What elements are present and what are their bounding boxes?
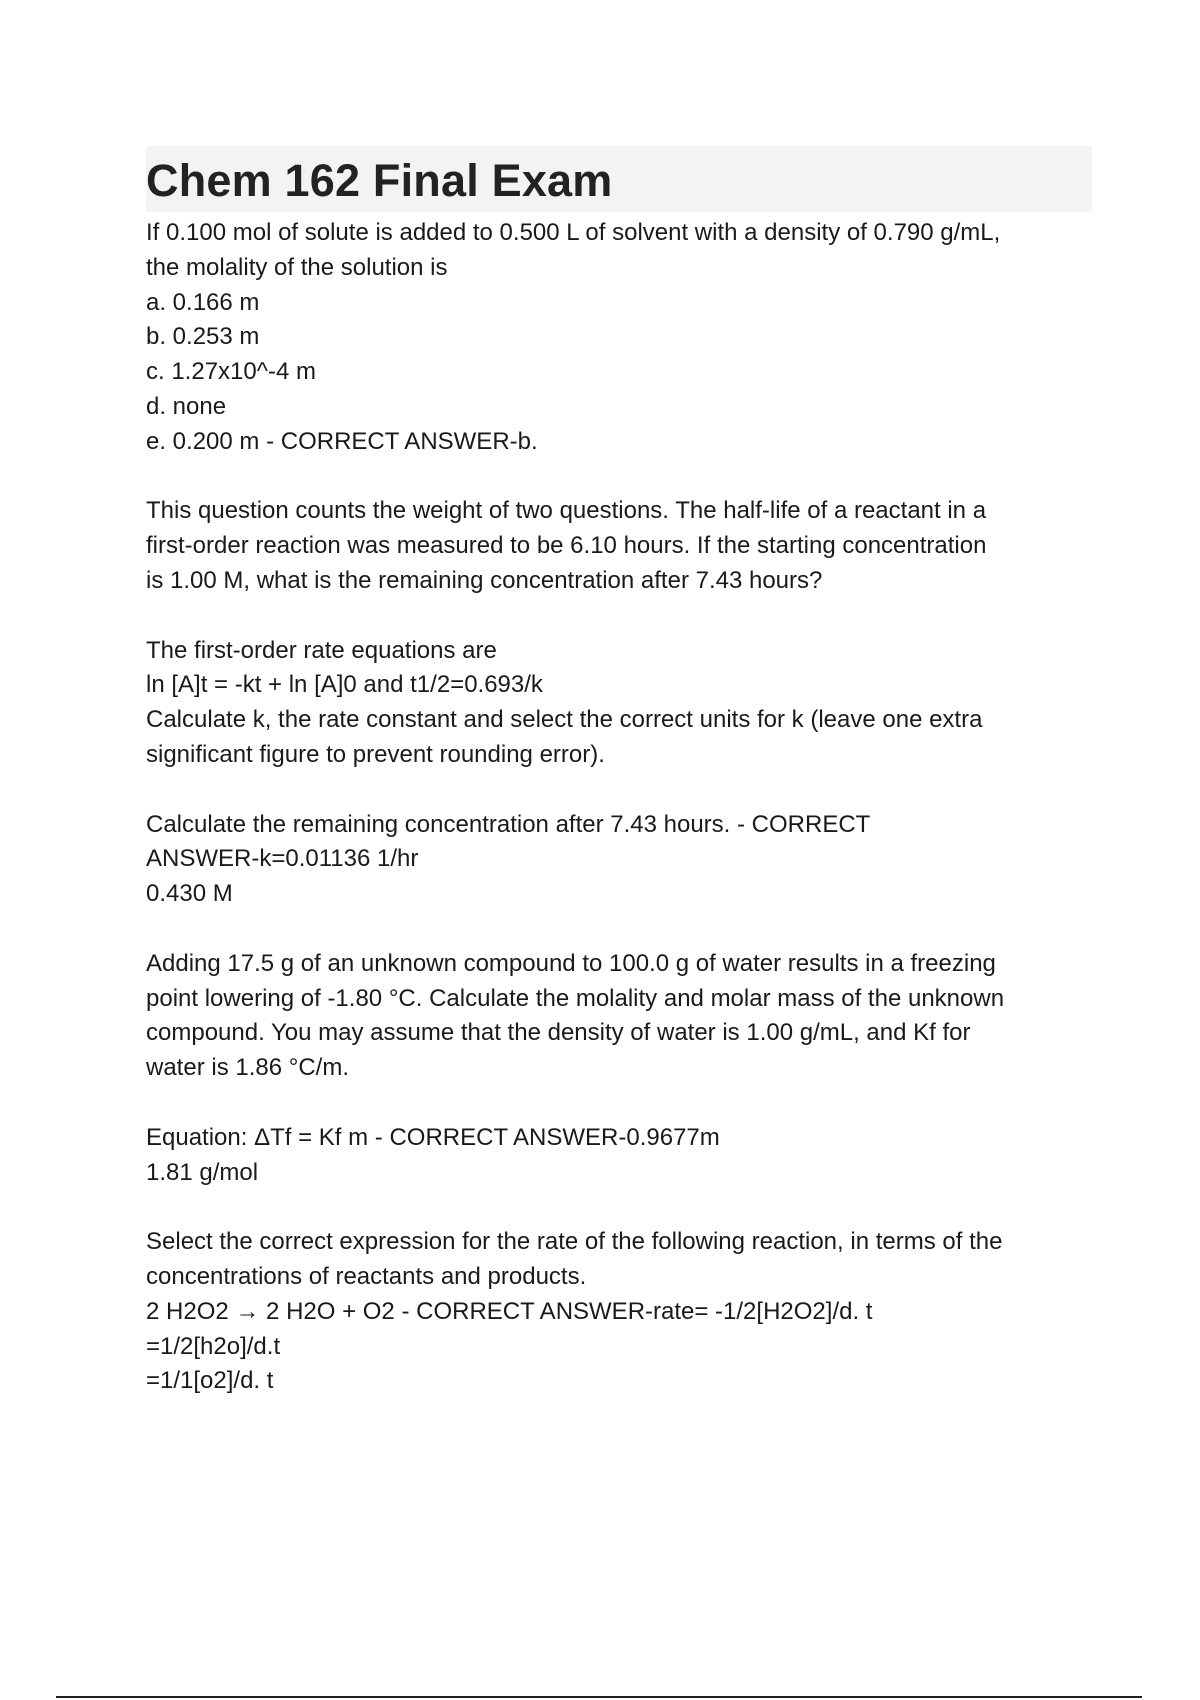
text-line: 2 H2O2 → 2 H2O + O2 - CORRECT ANSWER-rate= -1/2[H2O2]/d. t [146,1297,873,1325]
text-line: Adding 17.5 g of an unknown compound to 100.0 g of water results in a freezing [146,949,996,977]
text-block [146,216,1092,460]
text-block [146,947,1092,1086]
text-line: is 1.00 M, what is the remaining concentration after 7.43 hours? [146,566,823,594]
text-line: Equation: ΔTf = Kf m - CORRECT ANSWER-0.9677m [146,1123,720,1151]
text-line: ANSWER-k=0.01136 1/hr [146,845,419,873]
text-line: =1/1[o2]/d. t [146,1367,274,1395]
text-line: ln [A]t = -kt + ln [A]0 and t1/2=0.693/k [146,671,543,699]
document-page [146,146,1092,1399]
text-line: the molality of the solution is [146,253,448,281]
text-line: first-order reaction was measured to be 6.10 hours. If the starting concentration [146,532,987,560]
text-line: point lowering of -1.80 °C. Calculate the molality and molar mass of the unknown [146,984,1005,1012]
text-line: significant figure to prevent rounding error). [146,740,605,768]
text-line: d. none [146,392,227,420]
text-line: a. 0.166 m [146,288,260,316]
text-line: Calculate k, the rate constant and select the correct units for k (leave one extra [146,706,983,734]
title-bar [146,146,1092,212]
text-line: e. 0.200 m - CORRECT ANSWER-b. [146,427,538,455]
text-line: water is 1.86 °C/m. [146,1054,349,1082]
document-body [146,216,1092,1399]
text-line: concentrations of reactants and products. [146,1262,587,1290]
text-block [146,1225,1092,1399]
text-line: Calculate the remaining concentration after 7.43 hours. - CORRECT [146,810,871,838]
text-line: The first-order rate equations are [146,636,497,664]
page-title: Chem 162 Final Exam [146,155,613,206]
text-line: If 0.100 mol of solute is added to 0.500 L of solvent with a density of 0.790 g/mL, [146,219,1001,246]
bottom-divider [56,1696,1142,1698]
text-line: =1/2[h2o]/d.t [146,1332,281,1360]
text-line: compound. You may assume that the density of water is 1.00 g/mL, and Kf for [146,1019,971,1047]
text-line: 0.430 M [146,880,233,908]
text-line: b. 0.253 m [146,323,260,351]
text-line: c. 1.27x10^-4 m [146,358,317,386]
text-block [146,634,1092,773]
text-line: This question counts the weight of two questions. The half-life of a reactant in a [146,497,987,525]
text-line: Select the correct expression for the rate of the following reaction, in terms of the [146,1228,1003,1256]
text-line: 1.81 g/mol [146,1158,259,1186]
text-block [146,808,1092,912]
text-block [146,494,1092,598]
text-block [146,1121,1092,1191]
